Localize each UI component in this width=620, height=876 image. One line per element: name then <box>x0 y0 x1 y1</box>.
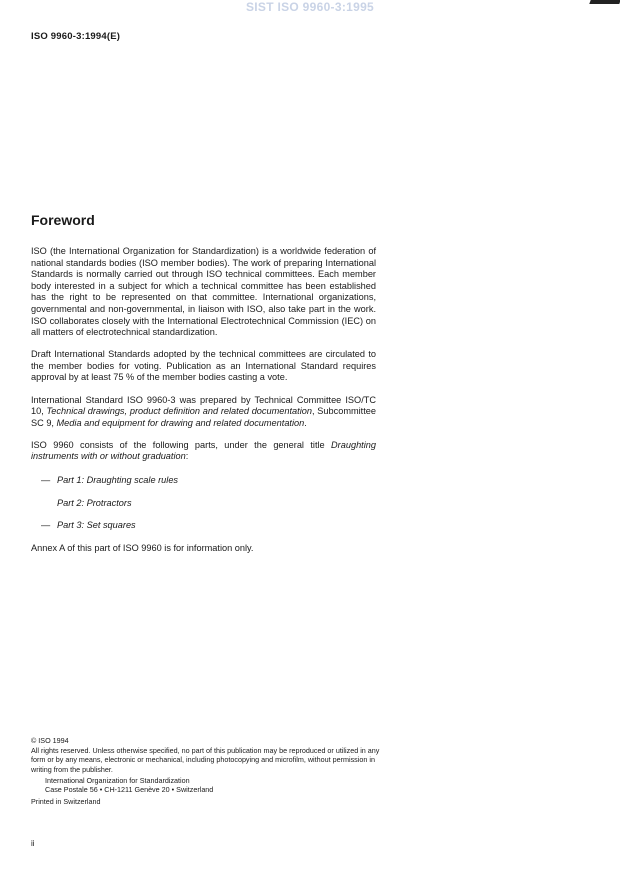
list-item <box>31 475 376 487</box>
prepared-by-text: International Standard ISO 9960-3 was prepared by Technical Committee ISO/TC 10, <box>31 394 376 417</box>
period: . <box>304 417 307 428</box>
committee-title: Technical drawings, product definition and related documentation <box>46 406 312 417</box>
foreword-body <box>31 246 376 565</box>
postal-address: Case Postale 56 • CH-1211 Genève 20 • Switzerland <box>45 785 214 795</box>
part-label: Part 2: Protractors <box>57 497 132 508</box>
page-number: ii <box>31 839 35 848</box>
part-label: Part 3: Set squares <box>57 520 136 531</box>
colon: : <box>185 451 189 462</box>
annex-note: Annex A of this part of ISO 9960 is for information only. <box>31 542 254 553</box>
list-item <box>31 498 376 510</box>
general-title: Draughting instruments with or without graduation <box>31 439 376 462</box>
organization-name: International Organization for Standardization <box>45 775 190 785</box>
corner-mark <box>589 0 620 4</box>
printed-in: Printed in Switzerland <box>31 797 101 807</box>
publisher-address <box>31 776 381 794</box>
subcommittee-text: , Subcommittee SC 9, <box>31 406 376 428</box>
parts-list <box>31 475 376 532</box>
list-dash: — <box>41 475 51 485</box>
paragraph-intro: ISO (the International Organization for Standardization) is a worldwide federation of national standards bodies (ISO member bodies). The work of preparing International Standards is normally carried out through ISO technical committees. Each member body interested in a subject for which a technical committee has been established has the right to be represented on that committee. International organizations, governmental and non-governmental, in liaison with ISO, also take part in the work. ISO collaborates closely with the International Electrotechnical Commission (IEC) on all matters of electrotechnical standardization. <box>31 246 376 338</box>
part-label: Part 1: Draughting scale rules <box>57 475 179 485</box>
paragraph-parts <box>31 440 376 463</box>
document-id: ISO 9960-3:1994(E) <box>31 31 121 42</box>
paragraph-voting: Draft International Standards adopted by the technical committees are circulated to the member bodies for voting. Publication as an International Standard requires approval by at least 75 % of the member bodies casting a vote. <box>31 349 376 383</box>
rights-statement: All rights reserved. Unless otherwise specified, no part of this publication may be reproduced or utilized in any form or by any means, electronic or mechanical, including photocopying and microfilm, without permission in writing from the publisher. <box>31 746 380 774</box>
watermark: SIST ISO 9960-3:1995 <box>245 0 375 14</box>
parts-intro-text: ISO 9960 consists of the following parts, under the general title <box>31 439 332 450</box>
copyright-line: © ISO 1994 <box>31 736 69 745</box>
list-item <box>31 520 376 532</box>
list-dash: — <box>41 520 51 531</box>
subcommittee-title: Media and equipment for drawing and related documentation <box>56 417 305 428</box>
page-title: Foreword <box>31 212 95 228</box>
paragraph-prepared-by <box>31 395 376 430</box>
copyright-footer <box>31 736 381 806</box>
